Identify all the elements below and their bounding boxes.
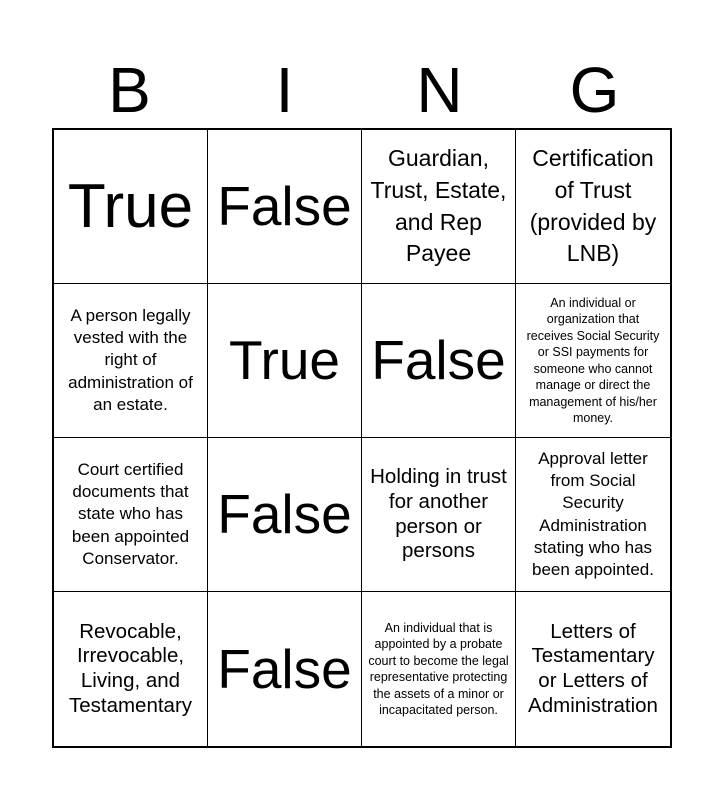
bingo-cell[interactable]: True: [54, 130, 208, 284]
bingo-cell[interactable]: Revocable, Irrevocable, Living, and Testamentary: [54, 592, 208, 746]
bingo-cell[interactable]: False: [208, 592, 362, 746]
bingo-cell[interactable]: True: [208, 284, 362, 438]
bingo-cell[interactable]: An individual or organization that receives Social Security or SSI payments for someone who cannot manage or direct the management of his/her money.: [516, 284, 670, 438]
bingo-cell[interactable]: False: [362, 284, 516, 438]
bingo-cell[interactable]: Letters of Testamentary or Letters of Administration: [528, 619, 658, 717]
bingo-cell[interactable]: Guardian, Trust, Estate, and Rep Payee: [362, 130, 516, 284]
bingo-cell[interactable]: False: [208, 438, 362, 592]
bingo-cell[interactable]: A person legally vested with the right of administration of an estate.: [54, 284, 208, 438]
bingo-cell[interactable]: Approval letter from Social Security Administration stating who has been appointed.: [516, 438, 670, 592]
bingo-cell[interactable]: Certification of Trust (provided by LNB): [516, 130, 670, 284]
bingo-cell[interactable]: False: [208, 130, 362, 284]
header-letter-g: G: [569, 54, 620, 126]
bingo-cell[interactable]: Holding in trust for another person or persons: [362, 438, 516, 592]
bingo-cell[interactable]: An individual that is appointed by a probate court to become the legal representative protecting the assets of a minor or incapacitated person.: [362, 592, 516, 746]
bingo-header: [52, 52, 672, 128]
header-letter-n: N: [416, 54, 463, 126]
header-letter-i: I: [275, 54, 294, 126]
header-letter-b: B: [108, 54, 151, 126]
bingo-card: [52, 128, 672, 748]
bingo-cell[interactable]: Court certified documents that state who has been appointed Conservator.: [54, 438, 208, 592]
